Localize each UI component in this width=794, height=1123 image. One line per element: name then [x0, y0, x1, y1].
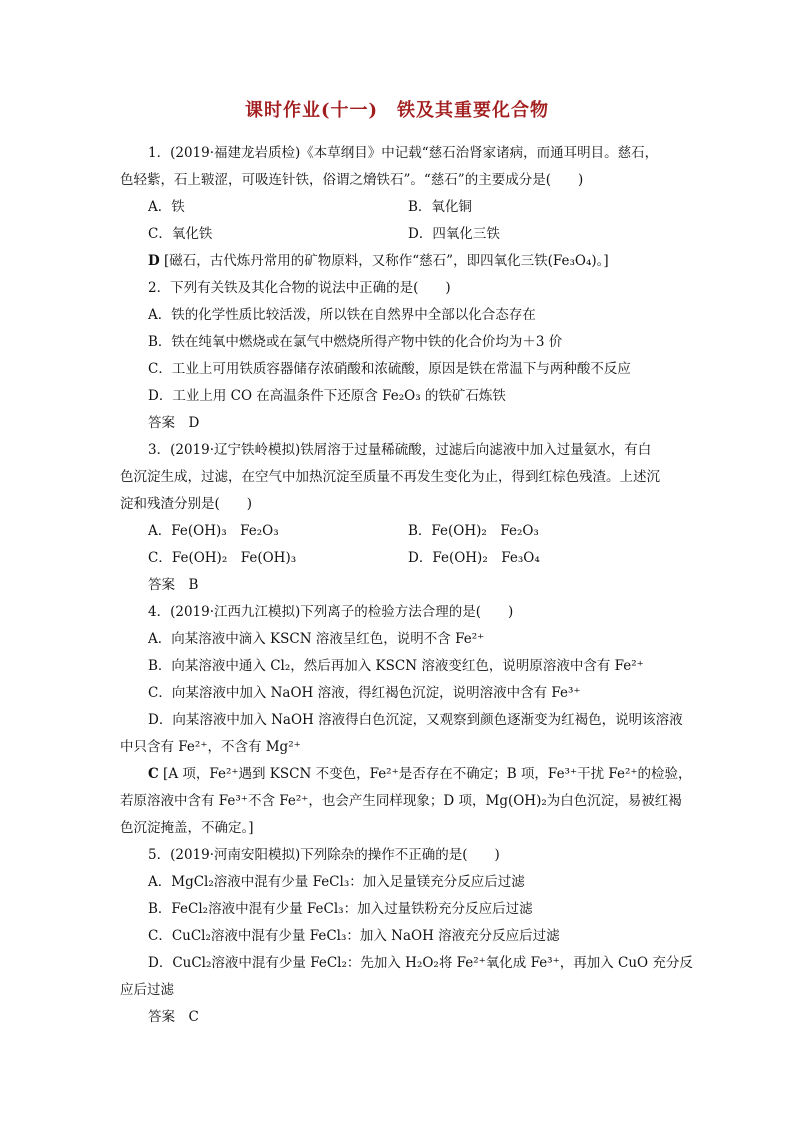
- q3-stem-line1: 3．(2019·辽宁铁岭模拟)铁屑溶于过量稀硫酸，过滤后向滤液中加入过量氨水，有白: [148, 442, 652, 458]
- q4-answer-explanation-line1: [A 项，Fe²⁺遇到 KSCN 不变色，Fe²⁺是否存在不确定；B 项，Fe³⁺干扰 Fe²⁺的检验，: [163, 766, 692, 782]
- q1-option-b: B．氧化铜: [408, 199, 472, 215]
- q4-option-d-line1: D．向某溶液中加入 NaOH 溶液得白色沉淀，又观察到颜色逐渐变为红褐色，说明该溶液: [148, 712, 683, 728]
- q5-option-d-line1: D．CuCl₂溶液中混有少量 FeCl₂：先加入 H₂O₂将 Fe²⁺氧化成 Fe³⁺，再加入 CuO 充分反: [148, 955, 693, 971]
- q1-stem-line1: 1．(2019·福建龙岩质检)《本草纲目》中记载“慈石治肾家诸病，而通耳明目。慈石，: [148, 145, 659, 161]
- q2-option-d: D．工业上用 CO 在高温条件下还原含 Fe₂O₃ 的铁矿石炼铁: [148, 388, 506, 404]
- q3-answer: 答案 B: [148, 577, 199, 593]
- q1-answer: [120, 248, 680, 275]
- q4-answer-letter: C: [148, 766, 159, 782]
- q5-option-d-line2: 应后过滤: [120, 982, 174, 998]
- q1-stem-line2: 色轻紫，石上皲涩，可吸连针铁，俗谓之熁铁石”。“慈石”的主要成分是( ): [120, 172, 584, 188]
- q5-option-b: B．FeCl₂溶液中混有少量 FeCl₃：加入过量铁粉充分反应后过滤: [148, 901, 533, 917]
- q4-option-a: A．向某溶液中滴入 KSCN 溶液呈红色，说明不含 Fe²⁺: [148, 631, 485, 647]
- q3-option-b: B．Fe(OH)₂ Fe₂O₃: [408, 523, 539, 539]
- q2-stem: 2．下列有关铁及其化合物的说法中正确的是( ): [148, 280, 451, 296]
- q3-option-d: D．Fe(OH)₂ Fe₃O₄: [408, 550, 540, 566]
- q1-option-d: D．四氧化三铁: [408, 226, 500, 242]
- q1-answer-explanation: [磁石，古代炼丹常用的矿物原料，又称作“慈石”，即四氧化三铁(Fe₃O₄)。]: [164, 253, 609, 269]
- q5-answer: 答案 C: [148, 1009, 199, 1025]
- q4-answer-line1: [120, 761, 692, 788]
- q5-stem: 5．(2019·河南安阳模拟)下列除杂的操作不正确的是( ): [148, 847, 500, 863]
- q3-options-row2: [120, 545, 680, 572]
- q4-option-c: C．向某溶液中加入 NaOH 溶液，得红褐色沉淀，说明溶液中含有 Fe³⁺: [148, 685, 581, 701]
- q3-options-row1: [120, 518, 680, 545]
- q1-answer-letter: D: [148, 253, 160, 269]
- question-list: [120, 140, 693, 1031]
- q5-option-a: A．MgCl₂溶液中混有少量 FeCl₃：加入足量镁充分反应后过滤: [148, 874, 525, 890]
- q4-answer-explanation-line2: 若原溶液中含有 Fe³⁺不含 Fe²⁺，也会产生同样现象；D 项，Mg(OH)₂为白色沉淀，易被红褐: [120, 793, 682, 809]
- q2-option-a: A．铁的化学性质比较活泼，所以铁在自然界中全部以化合态存在: [148, 307, 536, 323]
- q2-option-b: B．铁在纯氧中燃烧或在氯气中燃烧所得产物中铁的化合价均为＋3 价: [148, 334, 563, 350]
- q4-option-d-line2: 中只含有 Fe²⁺，不含有 Mg²⁺: [120, 739, 301, 755]
- q3-stem-line3: 淀和残渣分别是( ): [120, 496, 253, 512]
- q4-answer-explanation-line3: 色沉淀掩盖，不确定。]: [120, 820, 254, 836]
- q3-stem-line2: 色沉淀生成，过滤，在空气中加热沉淀至质量不再发生变化为止，得到红棕色残渣。上述沉: [120, 469, 660, 485]
- q3-option-a: A．Fe(OH)₃ Fe₂O₃: [148, 523, 279, 539]
- page-title: 课时作业(十一) 铁及其重要化合物: [244, 100, 550, 121]
- q4-option-b: B．向某溶液中通入 Cl₂，然后再加入 KSCN 溶液变红色，说明原溶液中含有 Fe²⁺: [148, 658, 644, 674]
- q1-option-a: A．铁: [148, 199, 185, 215]
- q1-options-row2: [120, 221, 680, 248]
- q5-option-c: C．CuCl₂溶液中混有少量 FeCl₃：加入 NaOH 溶液充分反应后过滤: [148, 928, 560, 944]
- q2-answer: 答案 D: [148, 415, 200, 431]
- q1-option-c: C．氧化铁: [148, 226, 213, 242]
- q2-option-c: C．工业上可用铁质容器储存浓硝酸和浓硫酸，原因是铁在常温下与两种酸不反应: [148, 361, 631, 377]
- q4-stem: 4．(2019·江西九江模拟)下列离子的检验方法合理的是( ): [148, 604, 514, 620]
- q3-option-c: C．Fe(OH)₂ Fe(OH)₃: [148, 550, 297, 566]
- q1-options-row1: [120, 194, 680, 221]
